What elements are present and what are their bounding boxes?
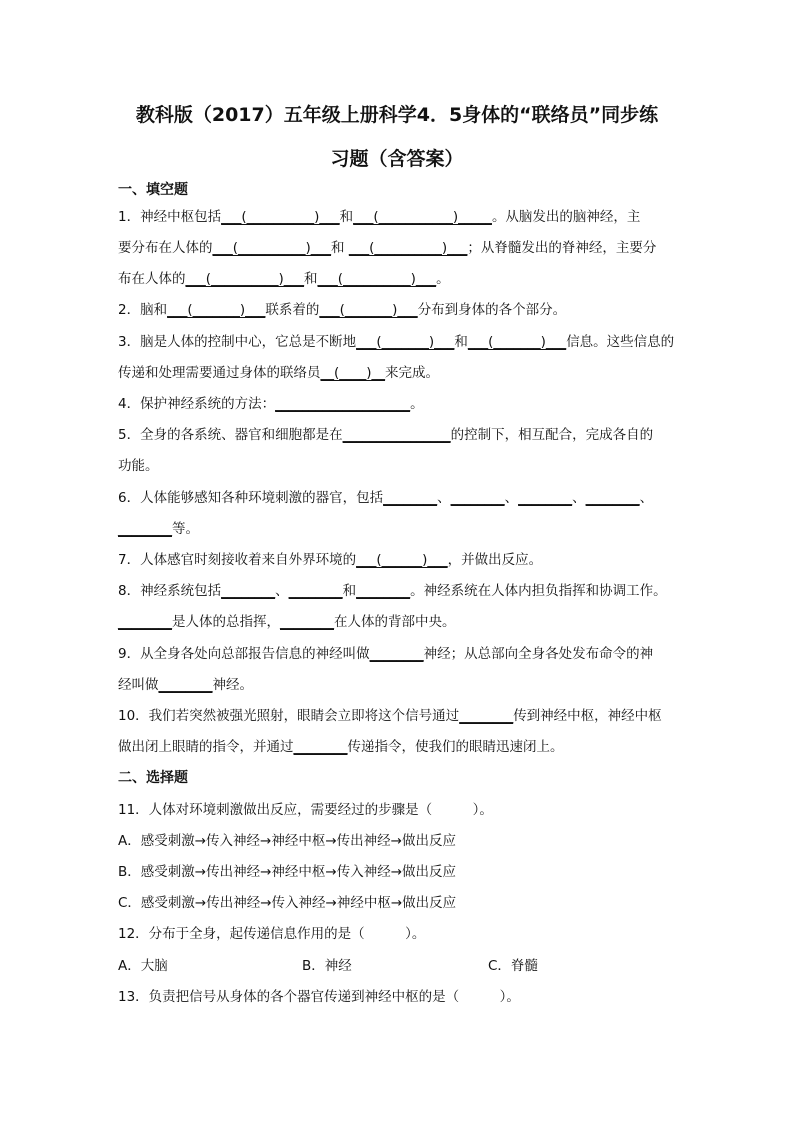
question-11-stem: 11．人体对环境刺激做出反应，需要经过的步骤是（ ）。 (118, 802, 493, 818)
answer-blank[interactable]: ________________ (342, 427, 451, 443)
question-7: 7．人体感官时刻接收着来自外界环境的___(______)___，并做出反应。 (118, 552, 543, 568)
answer-blank[interactable]: ___(__________)___ (221, 209, 340, 225)
question-12-option-b[interactable]: B．神经 (302, 958, 352, 974)
answer-blank[interactable]: ________ (369, 646, 424, 662)
question-1-line-1: 1．神经中枢包括___(__________)___和___(___________)_____。从脑发出的脑神经，主 (118, 209, 641, 225)
answer-blank[interactable]: ________ (118, 614, 172, 630)
question-12-options (118, 956, 698, 976)
answer-blank[interactable]: ___(___________)_____ (353, 209, 492, 225)
answer-blank[interactable]: ___(_______)___ (319, 302, 418, 318)
question-4: 4．保护神经系统的方法：____________________。 (118, 396, 424, 412)
question-13-stem: 13．负责把信号从身体的各个器官传递到神经中枢的是（ ）。 (118, 989, 520, 1005)
answer-blank[interactable]: ____________________ (275, 396, 411, 412)
answer-blank[interactable]: ________ (158, 677, 213, 693)
section-fill-in: 一、填空题 (118, 182, 188, 198)
answer-blank[interactable]: ________ (356, 583, 411, 599)
question-12-option-c[interactable]: C．脊髓 (488, 958, 538, 974)
question-11-option-a[interactable]: A．感受刺激→传入神经→神经中枢→传出神经→做出反应 (118, 833, 456, 849)
question-12-option-a[interactable]: A．大脑 (118, 958, 168, 974)
question-6-line-1: 6．人体能够感知各种环境刺激的器官，包括________、________、________、________、 (118, 490, 654, 506)
question-1-line-2: 要分布在人体的___(__________)___和 ___(__________)___；从脊髓发出的脊神经，主要分 (118, 240, 657, 256)
answer-blank[interactable]: ________ (450, 490, 505, 506)
answer-blank[interactable]: ___(_______)___ (467, 334, 567, 350)
question-9-line-1: 9．从全身各处向总部报告信息的神经叫做________神经；从总部向全身各处发布命令的神 (118, 646, 654, 662)
question-11-option-b[interactable]: B．感受刺激→传出神经→神经中枢→传入神经→做出反应 (118, 864, 457, 880)
title-line-2: 习题（含答案） (330, 148, 464, 170)
answer-blank[interactable]: __(____)__ (320, 365, 386, 381)
section-multiple-choice: 二、选择题 (118, 770, 188, 786)
answer-blank[interactable]: ___(_______)___ (356, 334, 455, 350)
title-line-1: 教科版（2017）五年级上册科学4．5身体的“联络员”同步练 (135, 104, 659, 126)
question-9-line-2: 经叫做________神经。 (118, 677, 253, 693)
question-2: 2．脑和___(_______)___联系着的___(_______)___分布到身体的各个部分。 (118, 302, 567, 318)
answer-blank[interactable]: ___(__________)___ (348, 240, 468, 256)
question-1-line-3: 布在人体的___(__________)___和___(__________)___。 (118, 271, 450, 287)
question-11-option-c[interactable]: C．感受刺激→传出神经→传入神经→神经中枢→做出反应 (118, 895, 457, 911)
answer-blank[interactable]: ________ (288, 583, 343, 599)
answer-blank[interactable]: ________ (459, 708, 514, 724)
question-10-line-1: 10．我们若突然被强光照射，眼睛会立即将这个信号通过________传到神经中枢，神经中枢 (118, 708, 662, 724)
answer-blank[interactable]: ________ (293, 739, 348, 755)
answer-blank[interactable]: ___(__________)___ (185, 271, 305, 287)
answer-blank[interactable]: ___(__________)___ (212, 240, 332, 256)
question-3-line-1: 3．脑是人体的控制中心，它总是不断地___(_______)___和___(_______)___信息。这些信息的 (118, 334, 675, 350)
question-6-line-2: ________等。 (118, 521, 199, 537)
question-5-line-2: 功能。 (118, 458, 159, 474)
answer-blank[interactable]: ________ (518, 490, 573, 506)
answer-blank[interactable]: ________ (383, 490, 438, 506)
answer-blank[interactable]: ________ (280, 614, 334, 630)
answer-blank[interactable]: ___(______)___ (356, 552, 448, 568)
answer-blank[interactable]: ________ (221, 583, 276, 599)
answer-blank[interactable]: ________ (118, 521, 172, 537)
question-10-line-2: 做出闭上眼睛的指令，并通过________传递指令，使我们的眼睛迅速闭上。 (118, 739, 564, 755)
question-3-line-2: 传递和处理需要通过身体的联络员__(____)__来完成。 (118, 365, 440, 381)
question-5-line-1: 5．全身的各系统、器官和细胞都是在________________的控制下，相互配合，完成各自的 (118, 427, 654, 443)
question-8-line-2: ________是人体的总指挥，________在人体的背部中央。 (118, 614, 456, 630)
answer-blank[interactable]: ___(_______)___ (167, 302, 266, 318)
answer-blank[interactable]: ___(__________)___ (317, 271, 437, 287)
question-8-line-1: 8．神经系统包括________、________和________。神经系统在人体内担负指挥和协调工作。 (118, 583, 667, 599)
answer-blank[interactable]: ________ (585, 490, 640, 506)
question-12-stem: 12．分布于全身，起传递信息作用的是（ ）。 (118, 926, 426, 942)
